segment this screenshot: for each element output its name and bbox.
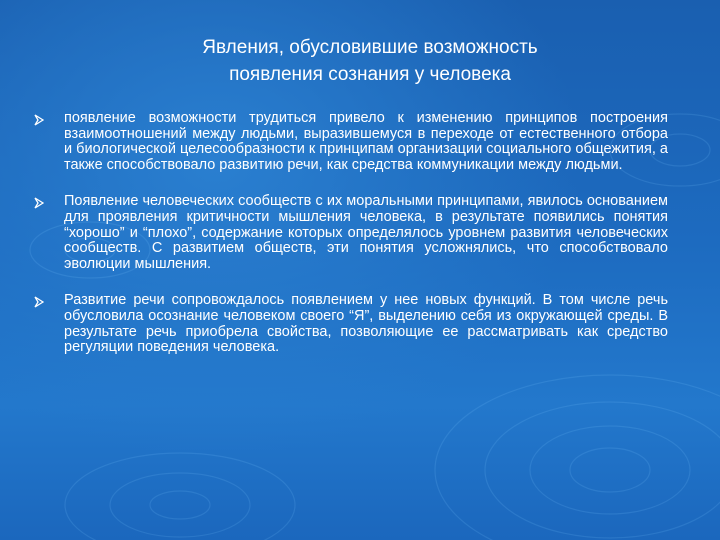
bullet-text: появление возможности трудиться привело к изменению принципов построения взаимоотношений между людьми, выразившемуся в переходе от естественного отбора и биологической целесообразности к принципам организации социального общежития, а также способствовало развитию речи, как средства коммуникации между людьми. bbox=[64, 110, 668, 173]
bullet-text: Появление человеческих сообществ с их моральными принципами, явилось основанием для проявления критичности мышления человека, в результате появились понятия “хорошо” и “плохо”, содержание которых определялось уровнем развития человеческих сообществ. С развитием обществ, эти понятия усложнялись, что способствовало эволюции мышления. bbox=[64, 193, 668, 272]
title-line-2: появления сознания у человека bbox=[229, 64, 511, 85]
bullet-item bbox=[34, 111, 668, 173]
bullet-item bbox=[34, 293, 668, 355]
title-line-1: Явления, обусловившие возможность bbox=[202, 37, 538, 58]
bullet-item bbox=[34, 194, 668, 272]
bullet-text: Развитие речи сопровождалось появлением у нее новых функций. В том числе речь обусловила осознание человеком своего “Я”, выделению себя из окружающей среды. В результате речь приобрела свойства, позволяющие ее рассматривать как средство регуляции поведения человека. bbox=[64, 292, 668, 356]
arrowhead-bullet-icon bbox=[34, 197, 44, 209]
bullet-list bbox=[34, 111, 668, 377]
slide-title bbox=[60, 34, 680, 88]
arrowhead-bullet-icon bbox=[34, 296, 44, 308]
arrowhead-bullet-icon bbox=[34, 114, 44, 126]
